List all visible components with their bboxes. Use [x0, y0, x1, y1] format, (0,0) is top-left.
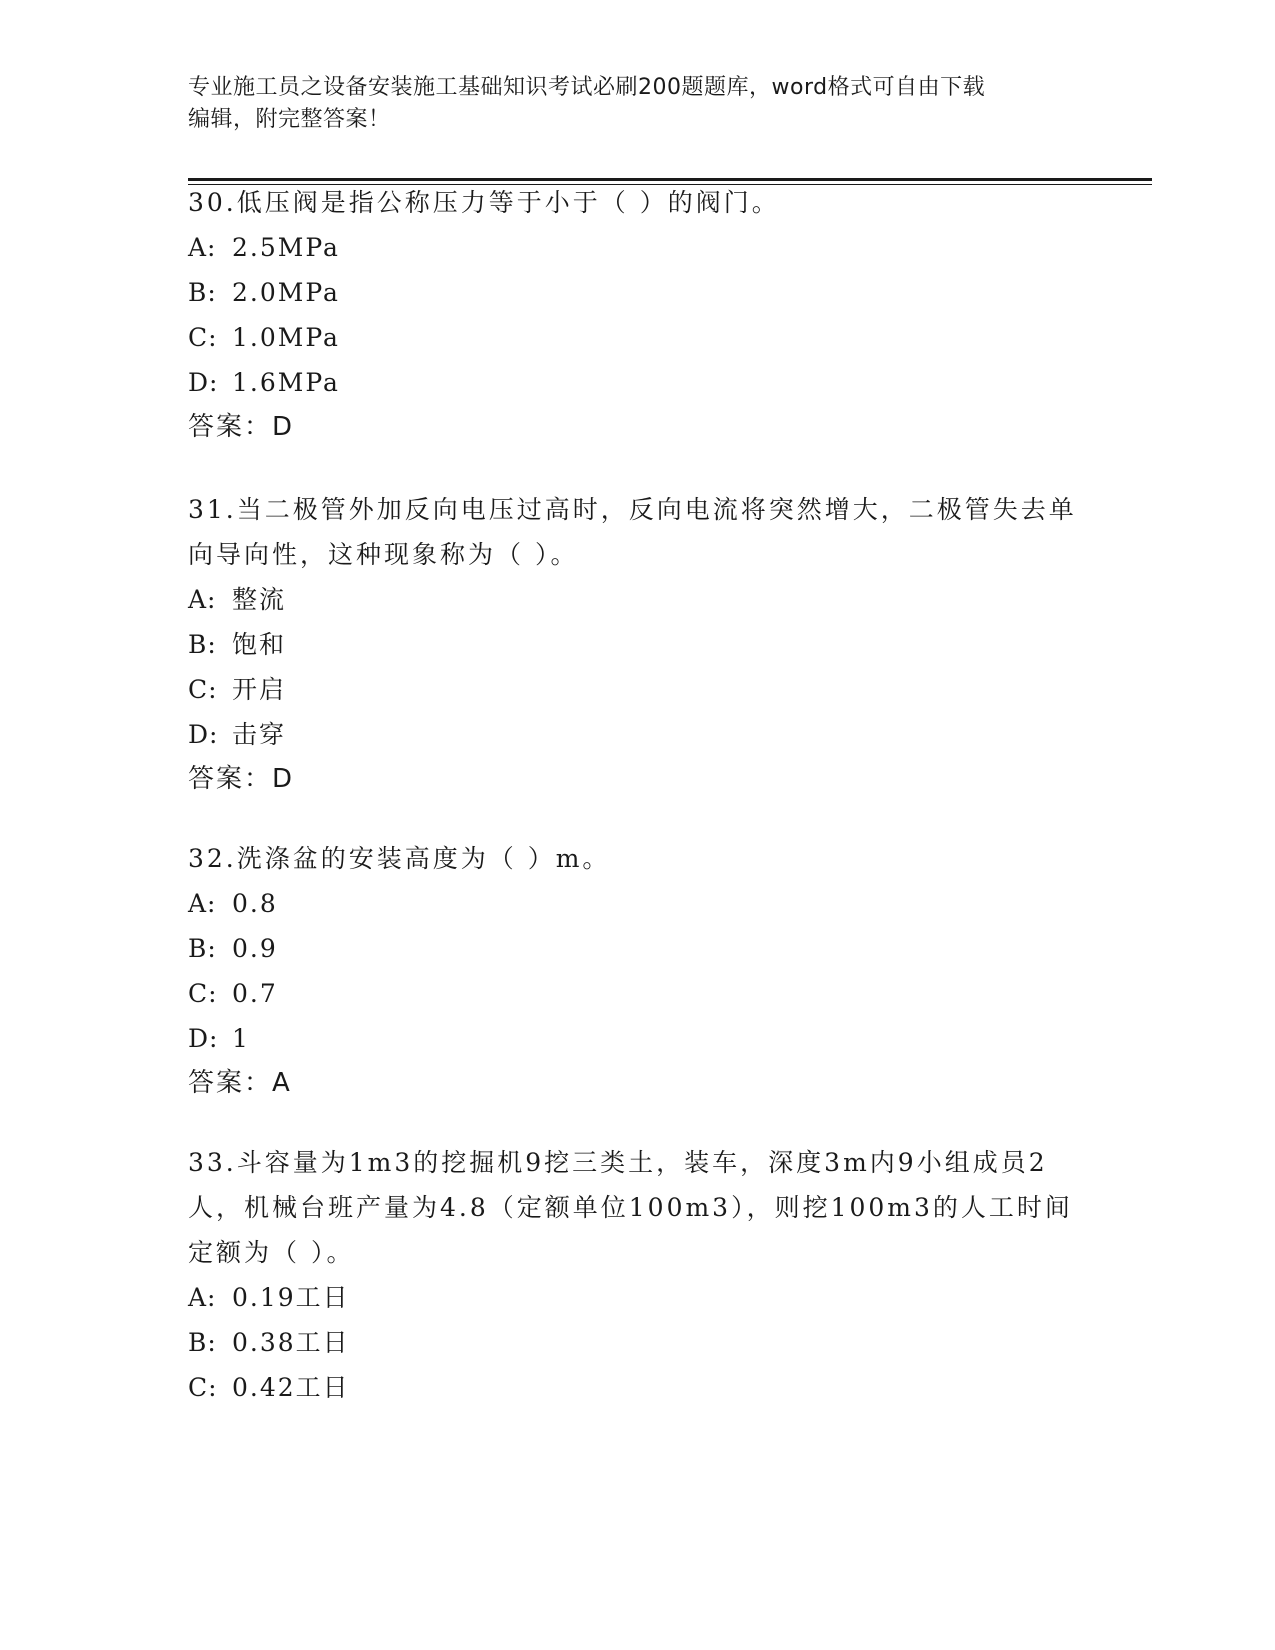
question-text: 33.斗容量为1m3的挖掘机9挖三类土，装车，深度3m内9小组成员2人，机械台班产量为4.8（定额单位100m3），则挖100m3的人工时间定额为（ ）。: [188, 1148, 1073, 1267]
option-text: 0.8: [232, 889, 278, 918]
answer-line: 答案：D: [188, 412, 295, 442]
option-text: 0.42工日: [232, 1373, 350, 1402]
option-key: A:: [188, 889, 217, 918]
option-b: [188, 622, 1088, 667]
option-b: [188, 270, 1088, 315]
option-a: [188, 1275, 1088, 1320]
option-key: D:: [188, 368, 219, 397]
document-header: [188, 72, 1068, 136]
answer-line: 答案：A: [188, 1068, 292, 1098]
option-text: 2.0MPa: [232, 278, 340, 307]
option-c: [188, 1365, 1088, 1410]
option-text: 1.0MPa: [232, 323, 340, 352]
option-text: 0.9: [232, 934, 278, 963]
question-30: [188, 180, 1088, 450]
option-key: D:: [188, 1024, 219, 1053]
option-text: 开启: [232, 675, 287, 704]
option-text: 0.38工日: [232, 1328, 350, 1357]
option-c: [188, 971, 1088, 1016]
question-text: 31.当二极管外加反向电压过高时，反向电流将突然增大，二极管失去单向导向性，这种现象称为（ ）。: [188, 495, 1077, 569]
option-key: A:: [188, 1283, 217, 1312]
question-33: [188, 1140, 1088, 1410]
option-text: 整流: [232, 585, 287, 614]
option-a: [188, 577, 1088, 622]
option-c: [188, 315, 1088, 360]
option-d: [188, 360, 1088, 405]
option-key: C:: [188, 323, 218, 352]
option-key: A:: [188, 233, 217, 262]
option-b: [188, 926, 1088, 971]
option-key: B:: [188, 934, 217, 963]
option-text: 击穿: [232, 720, 287, 749]
question-text: 32.洗涤盆的安装高度为（ ）m。: [188, 844, 611, 873]
option-text: 0.19工日: [232, 1283, 350, 1312]
question-32: [188, 836, 1088, 1106]
option-d: [188, 712, 1088, 757]
question-text: 30.低压阀是指公称压力等于小于（ ）的阀门。: [188, 188, 780, 217]
option-key: C:: [188, 979, 218, 1008]
option-key: C:: [188, 1373, 218, 1402]
option-key: B:: [188, 1328, 217, 1357]
option-key: C:: [188, 675, 218, 704]
option-a: [188, 881, 1088, 926]
option-key: D:: [188, 720, 219, 749]
option-a: [188, 225, 1088, 270]
option-key: A:: [188, 585, 217, 614]
option-text: 0.7: [232, 979, 278, 1008]
question-31: [188, 487, 1088, 802]
option-b: [188, 1320, 1088, 1365]
option-key: B:: [188, 278, 217, 307]
answer-line: 答案：D: [188, 764, 295, 794]
header-line-1: 专业施工员之设备安装施工基础知识考试必刷200题题库，word格式可自由下载: [188, 75, 986, 100]
option-c: [188, 667, 1088, 712]
option-text: 1.6MPa: [232, 368, 340, 397]
option-key: B:: [188, 630, 217, 659]
option-text: 2.5MPa: [232, 233, 340, 262]
header-line-2: 编辑，附完整答案！: [188, 107, 391, 132]
option-d: [188, 1016, 1088, 1061]
option-text: 1: [232, 1024, 250, 1053]
option-text: 饱和: [232, 630, 287, 659]
